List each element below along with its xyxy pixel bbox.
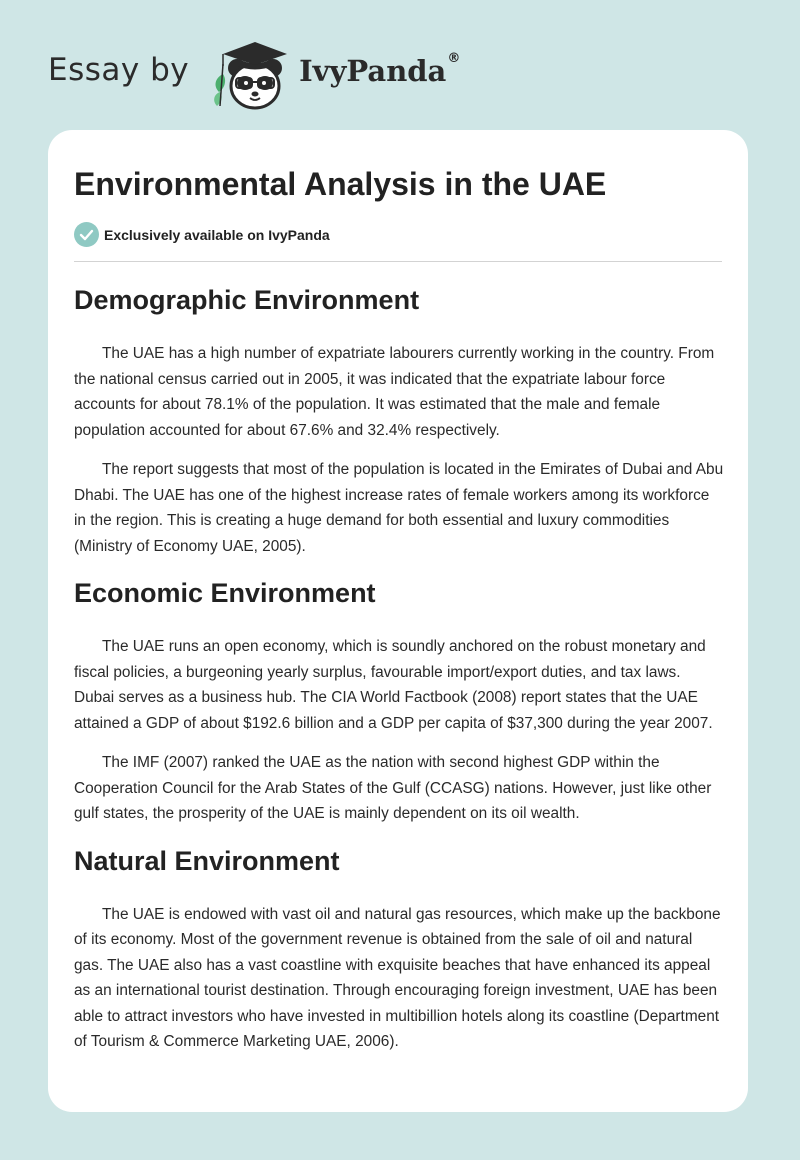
exclusive-label: Exclusively available on IvyPanda (104, 226, 330, 243)
section-economic (74, 573, 724, 827)
title-divider (74, 261, 722, 262)
registered-mark: ® (447, 50, 461, 66)
essay-card (48, 130, 748, 1112)
article-body (74, 280, 724, 1069)
section-demographic (74, 280, 724, 559)
section-heading: Demographic Environment (74, 285, 420, 315)
exclusive-badge (74, 222, 330, 247)
section-heading: Natural Environment (74, 845, 340, 876)
section-heading: Economic Environment (74, 578, 376, 608)
paragraph: The IMF (2007) ranked the UAE as the nation with second highest GDP within the Cooperation Council for the Arab States of the Gulf (CCASG) nations. However, just like other gulf states, the prosperity of the UAE is mainly dependent on its oil wealth. (74, 754, 712, 822)
paragraph: The UAE has a high number of expatriate labourers currently working in the country. From the national census carried out in 2005, it was indicated that the expatriate labour force accounts for about 78.1% of the population. It was estimated that the male and female population accounted for about 67.6% and 32.4% respectively. (74, 345, 715, 439)
page-title: Environmental Analysis in the UAE (74, 166, 607, 202)
panda-logo-icon[interactable] (203, 34, 297, 114)
brand-header (48, 34, 460, 114)
check-circle-icon (74, 222, 99, 247)
brand-name: IvyPanda (299, 54, 447, 88)
paragraph: The report suggests that most of the population is located in the Emirates of Dubai and Abu Dhabi. The UAE has one of the highest increase rates of female workers among its workforce in the region. This is creating a huge demand for both essential and luxury commodities (Ministry of Economy UAE, 2005). (74, 461, 724, 555)
section-natural (74, 841, 724, 1055)
paragraph: The UAE runs an open economy, which is soundly anchored on the robust monetary and fiscal policies, a burgeoning yearly surplus, favourable import/export duties, and tax laws. Dubai serves as a business hub. The CIA World Factbook (2008) report states that the UAE attained a GDP of about $192.6 billion and a GDP per capita of $37,300 during the year 2007. (74, 638, 713, 732)
brand-prefix: Essay by (48, 52, 190, 88)
paragraph: The UAE is endowed with vast oil and natural gas resources, which make up the backbone of its economy. Most of the government revenue is obtained from the sale of oil and natural gas. The UAE also has a vast coastline with exquisite beaches that have enhanced its appeal as an international tourist destination. Through encouraging foreign investment, UAE has been able to attract investors who have invested in multibillion hotels along its coastline (Department of Tourism & Commerce Marketing UAE, 2006). (74, 905, 721, 1050)
